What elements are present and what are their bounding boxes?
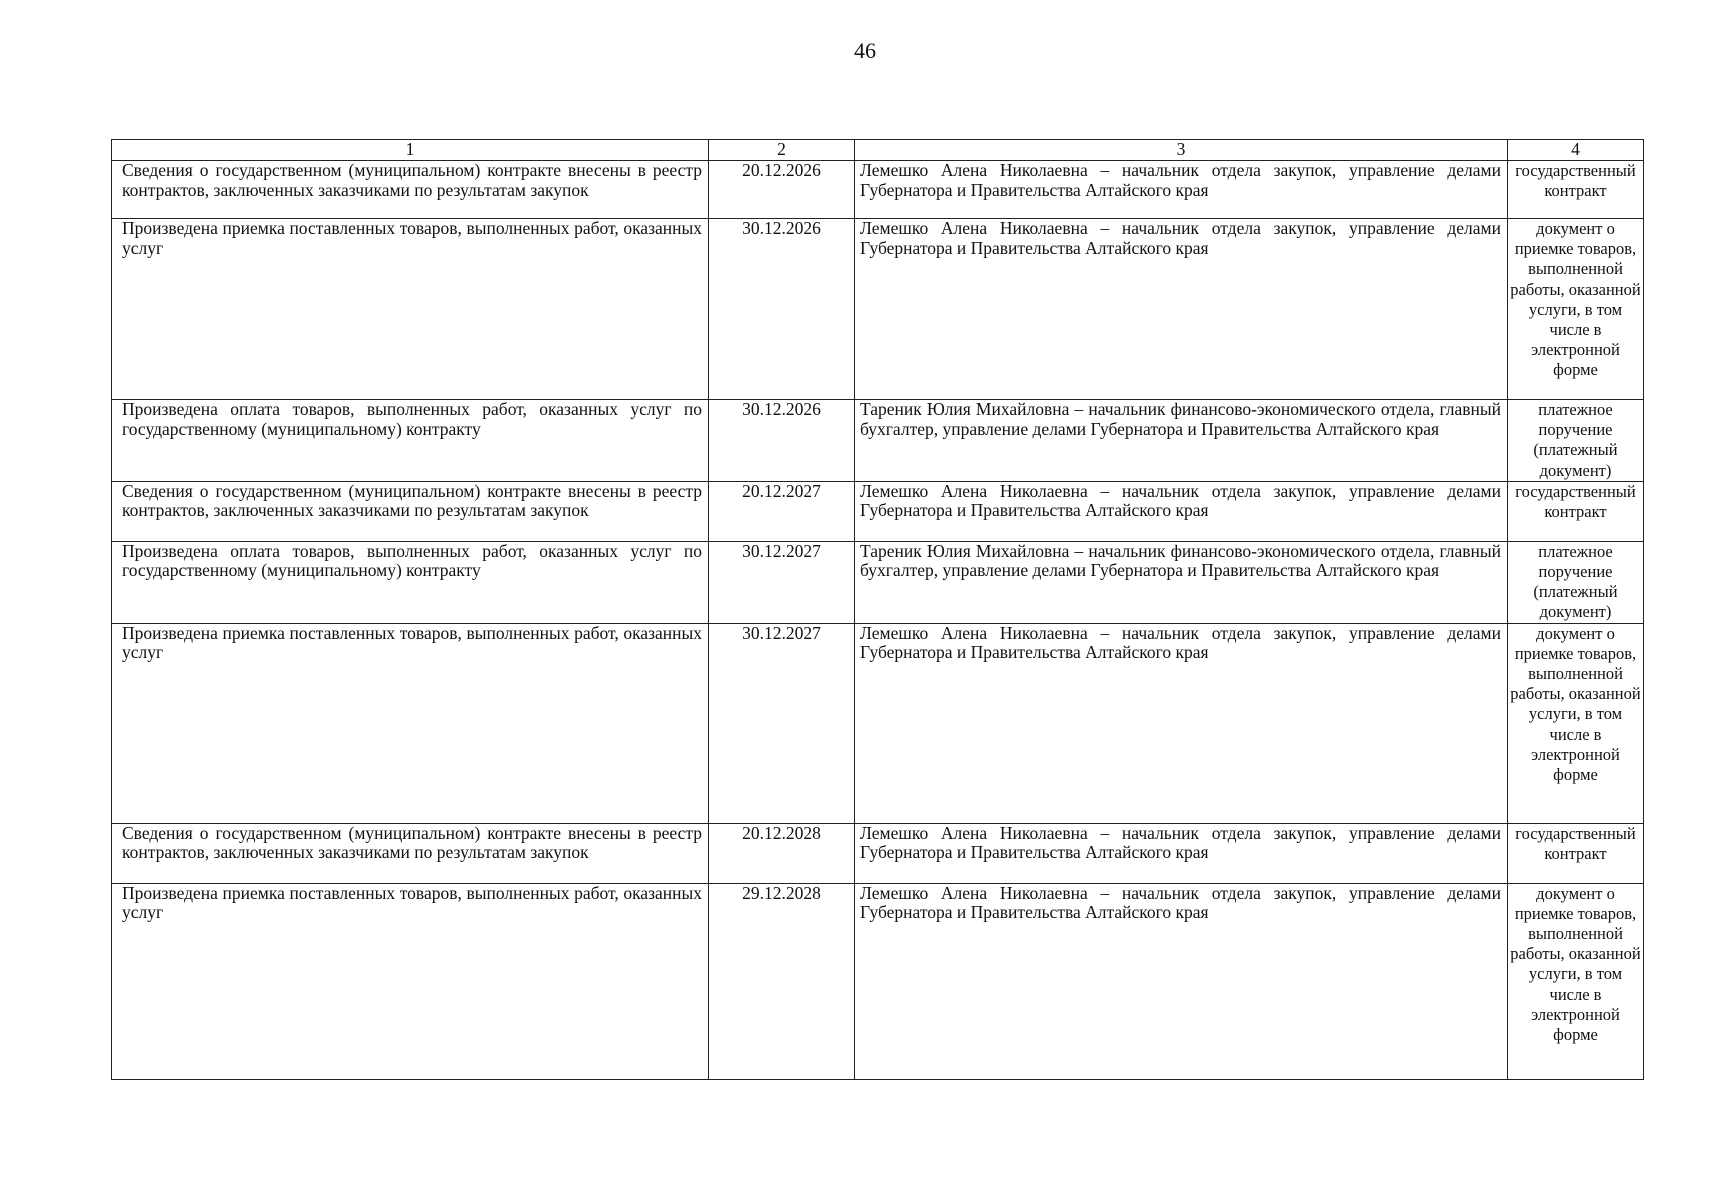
document-cell <box>1508 161 1644 219</box>
document-cell <box>1508 883 1644 1079</box>
responsible-cell <box>855 481 1508 541</box>
table-row <box>112 400 1644 482</box>
responsible-cell <box>855 541 1508 623</box>
event-cell <box>112 219 709 400</box>
date-cell <box>709 541 855 623</box>
event-text: Сведения о государственном (муниципальном) контракте внесены в реестр контрактов, заключенных заказчиками по результатам закупок <box>122 481 702 521</box>
date-cell <box>709 623 855 823</box>
date-text: 30.12.2027 <box>742 623 821 643</box>
event-text: Произведена приемка поставленных товаров, выполненных работ, оказанных услуг <box>122 623 702 663</box>
column-header-2: 2 <box>709 140 855 161</box>
document-text: документ о приемке товаров, выполненной работы, оказанной услуги, в том числе в электронной форме <box>1510 219 1641 380</box>
event-cell <box>112 883 709 1079</box>
table-row <box>112 481 1644 541</box>
event-cell <box>112 623 709 823</box>
responsible-cell <box>855 400 1508 482</box>
table-row <box>112 883 1644 1079</box>
date-cell <box>709 400 855 482</box>
table-row <box>112 219 1644 400</box>
column-header-3: 3 <box>855 140 1508 161</box>
date-text: 20.12.2027 <box>742 481 821 501</box>
responsible-cell <box>855 219 1508 400</box>
responsible-cell <box>855 623 1508 823</box>
table-row <box>112 623 1644 823</box>
responsible-cell <box>855 883 1508 1079</box>
date-cell <box>709 219 855 400</box>
document-cell <box>1508 823 1644 883</box>
column-header-4: 4 <box>1508 140 1644 161</box>
table-row <box>112 161 1644 219</box>
responsible-text: Тареник Юлия Михайловна – начальник финансово-экономического отдела, главный бухгалтер, управление делами Губернатора и Правительства Алтайского края <box>860 399 1501 439</box>
event-cell <box>112 161 709 219</box>
date-text: 29.12.2028 <box>742 883 821 903</box>
event-text: Произведена оплата товаров, выполненных работ, оказанных услуг по государственному (муниципальному) контракту <box>122 399 702 439</box>
responsible-text: Лемешко Алена Николаевна – начальник отдела закупок, управление делами Губернатора и Правительства Алтайского края <box>860 823 1501 863</box>
schedule-table <box>111 139 1644 1080</box>
document-text: документ о приемке товаров, выполненной работы, оказанной услуги, в том числе в электронной форме <box>1510 883 1641 1045</box>
date-text: 20.12.2028 <box>742 823 821 843</box>
event-text: Произведена оплата товаров, выполненных работ, оказанных услуг по государственному (муниципальному) контракту <box>122 541 702 581</box>
event-cell <box>112 481 709 541</box>
document-text: государственный контракт <box>1515 823 1636 863</box>
table-row <box>112 823 1644 883</box>
date-cell <box>709 823 855 883</box>
document-text: государственный контракт <box>1515 481 1636 522</box>
event-text: Сведения о государственном (муниципальном) контракте внесены в реестр контрактов, заключенных заказчиками по результатам закупок <box>122 823 702 863</box>
column-header-1: 1 <box>112 140 709 161</box>
responsible-cell <box>855 161 1508 219</box>
responsible-text: Лемешко Алена Николаевна – начальник отдела закупок, управление делами Губернатора и Правительства Алтайского края <box>860 481 1501 521</box>
date-cell <box>709 481 855 541</box>
document-cell <box>1508 400 1644 482</box>
document-text: документ о приемке товаров, выполненной работы, оказанной услуги, в том числе в электронной форме <box>1510 623 1641 785</box>
event-cell <box>112 400 709 482</box>
document-cell <box>1508 541 1644 623</box>
date-cell <box>709 883 855 1079</box>
table-row <box>112 541 1644 623</box>
document-cell <box>1508 481 1644 541</box>
responsible-text: Тареник Юлия Михайловна – начальник финансово-экономического отдела, главный бухгалтер, управление делами Губернатора и Правительства Алтайского края <box>860 541 1501 581</box>
date-cell <box>709 161 855 219</box>
event-text: Сведения о государственном (муниципальном) контракте внесены в реестр контрактов, заключенных заказчиками по результатам закупок <box>122 160 702 200</box>
responsible-cell <box>855 823 1508 883</box>
responsible-text: Лемешко Алена Николаевна – начальник отдела закупок, управление делами Губернатора и Правительства Алтайского края <box>860 160 1501 200</box>
date-text: 30.12.2027 <box>742 541 821 561</box>
document-text: платежное поручение (платежный документ) <box>1533 400 1618 480</box>
document-text: платежное поручение (платежный документ) <box>1533 541 1618 622</box>
date-text: 20.12.2026 <box>742 160 821 180</box>
event-text: Произведена приемка поставленных товаров, выполненных работ, оказанных услуг <box>122 218 702 258</box>
table-header-row <box>112 140 1644 161</box>
event-text: Произведена приемка поставленных товаров, выполненных работ, оказанных услуг <box>122 883 702 923</box>
document-cell <box>1508 623 1644 823</box>
document-cell <box>1508 219 1644 400</box>
responsible-text: Лемешко Алена Николаевна – начальник отдела закупок, управление делами Губернатора и Правительства Алтайского края <box>860 218 1501 258</box>
date-text: 30.12.2026 <box>742 399 821 419</box>
responsible-text: Лемешко Алена Николаевна – начальник отдела закупок, управление делами Губернатора и Правительства Алтайского края <box>860 623 1501 663</box>
page-number: 46 <box>854 38 876 63</box>
event-cell <box>112 823 709 883</box>
responsible-text: Лемешко Алена Николаевна – начальник отдела закупок, управление делами Губернатора и Правительства Алтайского края <box>860 883 1501 923</box>
document-text: государственный контракт <box>1515 161 1636 201</box>
date-text: 30.12.2026 <box>742 218 821 238</box>
event-cell <box>112 541 709 623</box>
